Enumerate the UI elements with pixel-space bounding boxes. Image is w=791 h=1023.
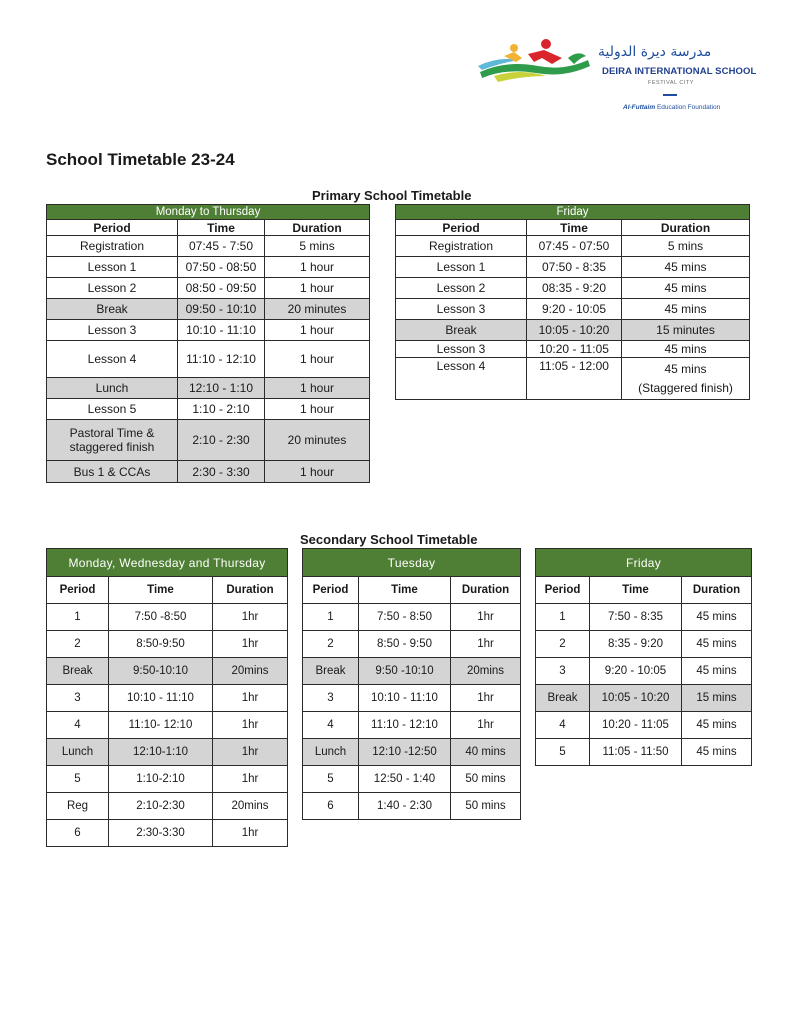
table-row — [396, 358, 750, 400]
time-cell: 9:50-10:10 — [109, 658, 213, 685]
primary-mon-thu-table — [46, 204, 370, 483]
time-cell: 9:50 -10:10 — [359, 658, 451, 685]
time-cell: 8:50-9:50 — [109, 631, 213, 658]
table-row — [396, 278, 750, 299]
column-header: Duration — [451, 577, 521, 604]
table-row — [47, 320, 370, 341]
table-row — [47, 236, 370, 257]
duration-cell: 45 mins — [622, 257, 750, 278]
column-header: Period — [536, 577, 590, 604]
period-cell: 5 — [47, 766, 109, 793]
table-row — [303, 712, 521, 739]
logo-arabic-name: مدرسة ديرة الدولية — [598, 44, 712, 60]
duration-cell: 15 mins — [682, 685, 752, 712]
duration-cell: 45 mins — [622, 341, 750, 358]
duration-cell: 1hr — [213, 604, 288, 631]
period-cell: Lesson 5 — [47, 399, 178, 420]
table-row — [396, 299, 750, 320]
table-row — [303, 631, 521, 658]
column-header: Time — [109, 577, 213, 604]
secondary-section-title: Secondary School Timetable — [300, 532, 478, 547]
table-row — [536, 712, 752, 739]
table-row — [303, 604, 521, 631]
table-header: Friday — [396, 205, 750, 220]
period-cell: Break — [396, 320, 527, 341]
table-row — [47, 793, 288, 820]
table-row-lunch — [47, 739, 288, 766]
column-header: Time — [359, 577, 451, 604]
time-cell: 2:30 - 3:30 — [178, 461, 265, 483]
column-header: Duration — [213, 577, 288, 604]
column-header: Duration — [622, 220, 750, 236]
column-header: Duration — [265, 220, 370, 236]
time-cell: 7:50 -8:50 — [109, 604, 213, 631]
time-cell: 07:50 - 8:35 — [527, 257, 622, 278]
period-cell: 4 — [47, 712, 109, 739]
period-cell: Lesson 1 — [47, 257, 178, 278]
period-cell: Break — [47, 299, 178, 320]
duration-cell: 1 hour — [265, 278, 370, 299]
duration-cell: 1 hour — [265, 257, 370, 278]
table-header: Tuesday — [303, 549, 521, 577]
period-cell: 4 — [536, 712, 590, 739]
period-cell: Lesson 4 — [47, 341, 178, 378]
school-logo — [476, 36, 756, 120]
period-cell: Pastoral Time & staggered finish — [47, 420, 178, 461]
table-row — [536, 658, 752, 685]
table-row — [396, 236, 750, 257]
table-row-bus — [47, 461, 370, 483]
time-cell: 7:50 - 8:50 — [359, 604, 451, 631]
staggered-finish-note: (Staggered finish) — [638, 381, 733, 395]
duration-cell: 1 hour — [265, 378, 370, 399]
column-header: Period — [303, 577, 359, 604]
table-row-break — [47, 299, 370, 320]
duration-cell: 20 minutes — [265, 299, 370, 320]
time-cell: 2:10-2:30 — [109, 793, 213, 820]
duration-cell: 45 mins — [682, 658, 752, 685]
logo-school-name: DEIRA INTERNATIONAL SCHOOL — [602, 66, 757, 77]
period-cell: 3 — [303, 685, 359, 712]
table-row — [303, 766, 521, 793]
table-row — [47, 341, 370, 378]
column-header: Time — [178, 220, 265, 236]
time-cell: 08:35 - 9:20 — [527, 278, 622, 299]
time-cell: 9:20 - 10:05 — [590, 658, 682, 685]
logo-divider — [663, 94, 677, 96]
table-row — [47, 257, 370, 278]
duration-cell: 1hr — [213, 685, 288, 712]
table-row — [47, 712, 288, 739]
logo-foundation — [623, 104, 720, 111]
time-cell: 09:50 - 10:10 — [178, 299, 265, 320]
duration-cell: 50 mins — [451, 766, 521, 793]
logo-emblem-icon — [476, 36, 598, 86]
period-cell: 4 — [303, 712, 359, 739]
table-row — [47, 685, 288, 712]
duration-cell: 45 mins — [682, 604, 752, 631]
table-header: Monday, Wednesday and Thursday — [47, 549, 288, 577]
duration-cell: 1 hour — [265, 320, 370, 341]
period-cell: 3 — [47, 685, 109, 712]
primary-section-title: Primary School Timetable — [312, 188, 472, 203]
time-cell: 12:10-1:10 — [109, 739, 213, 766]
period-cell: Reg — [47, 793, 109, 820]
duration-cell: 15 minutes — [622, 320, 750, 341]
table-row — [47, 820, 288, 847]
period-cell: Registration — [396, 236, 527, 257]
period-cell: Lunch — [47, 739, 109, 766]
column-header: Time — [527, 220, 622, 236]
period-cell: Registration — [47, 236, 178, 257]
table-row — [303, 793, 521, 820]
time-cell: 12:10 -12:50 — [359, 739, 451, 766]
time-cell: 1:10-2:10 — [109, 766, 213, 793]
duration-cell — [622, 358, 750, 400]
time-cell: 9:20 - 10:05 — [527, 299, 622, 320]
period-cell: Lesson 3 — [396, 341, 527, 358]
time-cell: 07:45 - 7:50 — [178, 236, 265, 257]
page-title: School Timetable 23-24 — [46, 150, 235, 169]
duration-cell: 45 mins — [622, 299, 750, 320]
table-row — [396, 257, 750, 278]
time-cell: 1:40 - 2:30 — [359, 793, 451, 820]
table-row — [536, 631, 752, 658]
table-row — [47, 604, 288, 631]
duration-cell: 1hr — [213, 739, 288, 766]
secondary-friday-table — [535, 548, 752, 766]
table-row-pastoral — [47, 420, 370, 461]
duration-cell: 1hr — [451, 685, 521, 712]
period-cell: Lesson 4 — [396, 358, 527, 400]
duration-cell: 40 mins — [451, 739, 521, 766]
time-cell: 2:30-3:30 — [109, 820, 213, 847]
table-header: Monday to Thursday — [47, 205, 370, 220]
table-row — [47, 399, 370, 420]
time-cell: 11:10 - 12:10 — [178, 341, 265, 378]
duration-cell: 45 mins — [682, 739, 752, 766]
table-row — [396, 341, 750, 358]
column-header: Period — [396, 220, 527, 236]
time-cell: 7:50 - 8:35 — [590, 604, 682, 631]
duration-cell: 5 mins — [265, 236, 370, 257]
duration-cell: 20mins — [213, 658, 288, 685]
time-cell: 11:05 - 12:00 — [527, 358, 622, 400]
table-row-break — [396, 320, 750, 341]
period-cell: 6 — [47, 820, 109, 847]
column-header: Period — [47, 220, 178, 236]
period-cell: Lunch — [47, 378, 178, 399]
duration-cell: 45 mins — [622, 278, 750, 299]
period-cell: 2 — [47, 631, 109, 658]
time-cell: 10:10 - 11:10 — [359, 685, 451, 712]
duration-cell: 1hr — [213, 766, 288, 793]
time-cell: 8:35 - 9:20 — [590, 631, 682, 658]
table-header: Friday — [536, 549, 752, 577]
period-cell: Break — [303, 658, 359, 685]
time-cell: 10:20 - 11:05 — [527, 341, 622, 358]
period-cell: 1 — [536, 604, 590, 631]
duration-cell: 1 hour — [265, 399, 370, 420]
duration-cell: 1 hour — [265, 341, 370, 378]
duration-cell: 20mins — [451, 658, 521, 685]
period-cell: Lesson 2 — [396, 278, 527, 299]
time-cell: 1:10 - 2:10 — [178, 399, 265, 420]
column-header: Time — [590, 577, 682, 604]
table-row-break — [303, 658, 521, 685]
secondary-tuesday-table — [302, 548, 521, 820]
period-cell: Lunch — [303, 739, 359, 766]
table-row — [47, 766, 288, 793]
foundation-suffix: Education Foundation — [656, 104, 721, 111]
period-cell: 5 — [303, 766, 359, 793]
duration-cell: 1 hour — [265, 461, 370, 483]
duration-cell: 1hr — [451, 604, 521, 631]
period-cell: 6 — [303, 793, 359, 820]
duration-cell: 45 mins — [682, 631, 752, 658]
period-cell: Break — [47, 658, 109, 685]
duration-cell: 1hr — [213, 712, 288, 739]
time-cell: 10:05 - 10:20 — [590, 685, 682, 712]
time-cell: 8:50 - 9:50 — [359, 631, 451, 658]
table-row — [536, 739, 752, 766]
duration-cell: 5 mins — [622, 236, 750, 257]
logo-location: FESTIVAL CITY — [648, 80, 694, 86]
period-cell: 1 — [303, 604, 359, 631]
period-cell: 2 — [536, 631, 590, 658]
time-cell: 10:20 - 11:05 — [590, 712, 682, 739]
duration-cell: 1hr — [451, 712, 521, 739]
period-cell: 5 — [536, 739, 590, 766]
period-cell: Lesson 3 — [396, 299, 527, 320]
secondary-mon-wed-thu-table — [46, 548, 288, 847]
table-row-break — [47, 658, 288, 685]
duration-cell: 20 minutes — [265, 420, 370, 461]
primary-friday-table — [395, 204, 750, 400]
duration-cell: 20mins — [213, 793, 288, 820]
period-cell: Break — [536, 685, 590, 712]
time-cell: 11:10 - 12:10 — [359, 712, 451, 739]
table-row-lunch — [47, 378, 370, 399]
column-header: Duration — [682, 577, 752, 604]
time-cell: 07:50 - 08:50 — [178, 257, 265, 278]
foundation-brand: Al-Futtaim — [623, 104, 656, 111]
duration-value: 45 mins — [664, 362, 707, 376]
time-cell: 11:05 - 11:50 — [590, 739, 682, 766]
time-cell: 10:05 - 10:20 — [527, 320, 622, 341]
table-row — [47, 631, 288, 658]
period-cell: Lesson 2 — [47, 278, 178, 299]
duration-cell: 1hr — [213, 820, 288, 847]
period-cell: 3 — [536, 658, 590, 685]
duration-cell: 45 mins — [682, 712, 752, 739]
period-cell: Lesson 1 — [396, 257, 527, 278]
table-row — [303, 685, 521, 712]
period-cell: 1 — [47, 604, 109, 631]
table-row-lunch — [303, 739, 521, 766]
table-row — [47, 278, 370, 299]
duration-cell: 1hr — [213, 631, 288, 658]
duration-cell: 1hr — [451, 631, 521, 658]
period-cell: Lesson 3 — [47, 320, 178, 341]
time-cell: 12:50 - 1:40 — [359, 766, 451, 793]
duration-cell: 50 mins — [451, 793, 521, 820]
period-cell: Bus 1 & CCAs — [47, 461, 178, 483]
time-cell: 08:50 - 09:50 — [178, 278, 265, 299]
time-cell: 2:10 - 2:30 — [178, 420, 265, 461]
time-cell: 11:10- 12:10 — [109, 712, 213, 739]
period-cell: 2 — [303, 631, 359, 658]
time-cell: 10:10 - 11:10 — [178, 320, 265, 341]
column-header: Period — [47, 577, 109, 604]
time-cell: 07:45 - 07:50 — [527, 236, 622, 257]
time-cell: 10:10 - 11:10 — [109, 685, 213, 712]
table-row-break — [536, 685, 752, 712]
time-cell: 12:10 - 1:10 — [178, 378, 265, 399]
table-row — [536, 604, 752, 631]
